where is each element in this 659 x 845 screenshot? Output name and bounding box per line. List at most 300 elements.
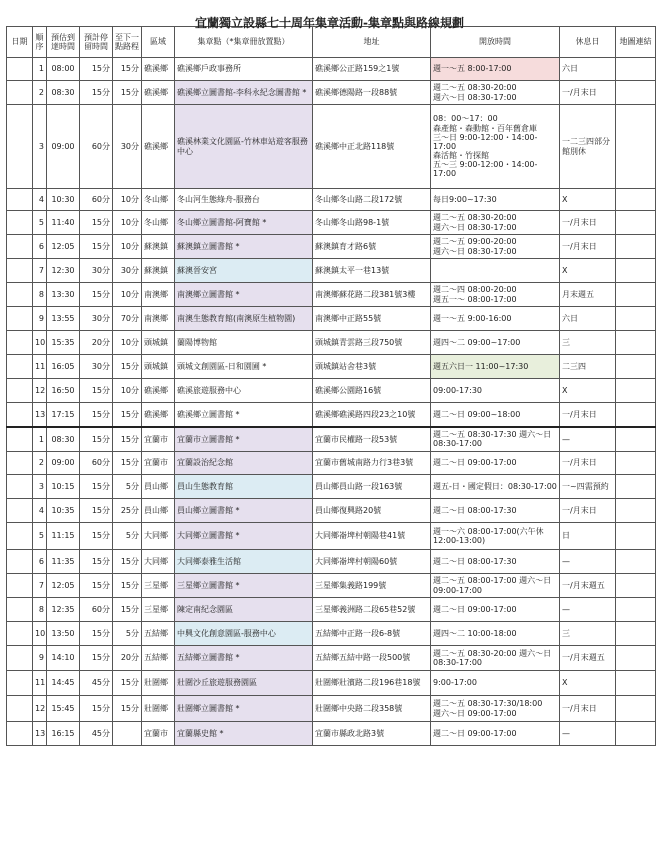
hours-cell: 週一～五 8:00-17:00 — [431, 58, 560, 81]
address-cell: 三星鄉集義路199號 — [313, 574, 431, 598]
spot-cell: 南澳鄉立圖書館 * — [175, 283, 313, 307]
hours-cell: 週二～日 09:00~18:00 — [431, 403, 560, 427]
stay-cell: 15分 — [80, 379, 113, 403]
seq-cell: 5 — [33, 211, 47, 235]
seq-cell: 2 — [33, 452, 47, 475]
spot-cell: 壯圍沙丘旅遊服務園區 — [175, 671, 313, 696]
arrive-cell: 08:30 — [47, 81, 80, 105]
next-cell: 15分 — [113, 598, 142, 622]
date-cell — [7, 499, 33, 523]
table-row — [7, 259, 656, 283]
spot-cell: 蘇澳晉安宮 — [175, 259, 313, 283]
stay-cell: 15分 — [80, 523, 113, 550]
stay-cell: 15分 — [80, 696, 113, 722]
hours-cell: 週二～日 09:00-17:00 — [431, 452, 560, 475]
stay-cell: 15分 — [80, 58, 113, 81]
date-cell — [7, 81, 33, 105]
date-cell — [7, 646, 33, 671]
area-cell: 南澳鄉 — [142, 307, 175, 331]
date-cell — [7, 427, 33, 452]
next-cell: 10分 — [113, 189, 142, 211]
next-cell: 10分 — [113, 235, 142, 259]
spot-cell: 冬山河生態綠舟-服務台 — [175, 189, 313, 211]
next-cell: 10分 — [113, 283, 142, 307]
col-address: 地址 — [313, 27, 431, 58]
address-cell: 冬山鄉冬山路二段172號 — [313, 189, 431, 211]
arrive-cell: 11:35 — [47, 550, 80, 574]
table-header-row — [7, 27, 656, 58]
map-cell — [616, 646, 656, 671]
seq-cell: 8 — [33, 598, 47, 622]
map-cell — [616, 189, 656, 211]
col-hours: 開放時間 — [431, 27, 560, 58]
seq-cell: 5 — [33, 523, 47, 550]
area-cell: 頭城鎮 — [142, 331, 175, 355]
closed-cell: X — [560, 379, 616, 403]
next-cell: 10分 — [113, 211, 142, 235]
next-cell: 15分 — [113, 355, 142, 379]
map-cell — [616, 499, 656, 523]
map-cell — [616, 58, 656, 81]
map-cell — [616, 523, 656, 550]
seq-cell: 4 — [33, 499, 47, 523]
arrive-cell: 10:35 — [47, 499, 80, 523]
table-row — [7, 523, 656, 550]
map-cell — [616, 475, 656, 499]
table-row — [7, 58, 656, 81]
stay-cell: 15分 — [80, 550, 113, 574]
map-cell — [616, 598, 656, 622]
seq-cell: 11 — [33, 671, 47, 696]
map-cell — [616, 622, 656, 646]
table-row — [7, 403, 656, 427]
spot-cell: 陳定南紀念園區 — [175, 598, 313, 622]
next-cell: 10分 — [113, 331, 142, 355]
arrive-cell: 09:00 — [47, 452, 80, 475]
spot-cell: 礁溪林業文化園區-竹林車站遊客服務中心 — [175, 105, 313, 189]
address-cell: 礁溪鄉礁溪路四段23之10號 — [313, 403, 431, 427]
stay-cell: 15分 — [80, 283, 113, 307]
seq-cell: 11 — [33, 355, 47, 379]
area-cell: 三星鄉 — [142, 574, 175, 598]
stay-cell: 60分 — [80, 452, 113, 475]
address-cell: 大同鄉崙埤村朝陽巷41號 — [313, 523, 431, 550]
seq-cell: 6 — [33, 235, 47, 259]
seq-cell: 13 — [33, 722, 47, 746]
date-cell — [7, 58, 33, 81]
closed-cell: 三 — [560, 331, 616, 355]
stay-cell: 15分 — [80, 81, 113, 105]
arrive-cell: 12:05 — [47, 235, 80, 259]
hours-cell: 週四～二 09:00~17:00 — [431, 331, 560, 355]
seq-cell: 4 — [33, 189, 47, 211]
stay-cell: 30分 — [80, 355, 113, 379]
address-cell: 員山鄉員山路一段163號 — [313, 475, 431, 499]
arrive-cell: 12:05 — [47, 574, 80, 598]
hours-cell: 週二～五 08:30-17:30 週六～日 08:30-17:00 — [431, 427, 560, 452]
address-cell: 蘇澳鎮太平一巷13號 — [313, 259, 431, 283]
closed-cell: — — [560, 550, 616, 574]
address-cell: 冬山鄉冬山路98-1號 — [313, 211, 431, 235]
spot-cell: 礁溪旅遊服務中心 — [175, 379, 313, 403]
area-cell: 壯圍鄉 — [142, 671, 175, 696]
hours-cell: 週五-日・國定假日：08:30-17:00 — [431, 475, 560, 499]
hours-cell: 週五六日一 11:00~17:30 — [431, 355, 560, 379]
address-cell: 礁溪鄉中正北路118號 — [313, 105, 431, 189]
date-cell — [7, 331, 33, 355]
next-cell: 15分 — [113, 671, 142, 696]
col-area: 區域 — [142, 27, 175, 58]
next-cell: 15分 — [113, 403, 142, 427]
arrive-cell: 08:00 — [47, 58, 80, 81]
seq-cell: 12 — [33, 379, 47, 403]
arrive-cell: 08:30 — [47, 427, 80, 452]
area-cell: 大同鄉 — [142, 550, 175, 574]
spot-cell: 宜蘭設治紀念館 — [175, 452, 313, 475]
address-cell: 礁溪鄉公園路16號 — [313, 379, 431, 403]
hours-cell: 週二～五 08:30-20:00 週六～日 08:30-17:00 — [431, 81, 560, 105]
stay-cell: 15分 — [80, 574, 113, 598]
seq-cell: 12 — [33, 696, 47, 722]
col-map: 地圖連結 — [616, 27, 656, 58]
table-row — [7, 722, 656, 746]
date-cell — [7, 696, 33, 722]
area-cell: 冬山鄉 — [142, 189, 175, 211]
stay-cell: 60分 — [80, 105, 113, 189]
spot-cell: 大同鄉泰雅生活館 — [175, 550, 313, 574]
table-row — [7, 331, 656, 355]
address-cell: 五結鄉中正路一段6-8號 — [313, 622, 431, 646]
seq-cell: 10 — [33, 331, 47, 355]
arrive-cell: 09:00 — [47, 105, 80, 189]
col-closed: 休息日 — [560, 27, 616, 58]
hours-cell: 週一～六 08:00-17:00(六午休12:00-13:00) — [431, 523, 560, 550]
seq-cell: 8 — [33, 283, 47, 307]
table-row — [7, 598, 656, 622]
date-cell — [7, 235, 33, 259]
spot-cell: 蘭陽博物館 — [175, 331, 313, 355]
area-cell: 大同鄉 — [142, 523, 175, 550]
spot-cell: 五結鄉立圖書館 * — [175, 646, 313, 671]
hours-cell: 週二～五 09:00-20:00 週六～日 08:30-17:00 — [431, 235, 560, 259]
closed-cell: 二三四 — [560, 355, 616, 379]
date-cell — [7, 598, 33, 622]
next-cell: 5分 — [113, 475, 142, 499]
table-row — [7, 574, 656, 598]
seq-cell: 10 — [33, 622, 47, 646]
spot-cell: 中興文化創意園區-服務中心 — [175, 622, 313, 646]
area-cell: 宜蘭市 — [142, 722, 175, 746]
closed-cell: 六日 — [560, 58, 616, 81]
date-cell — [7, 403, 33, 427]
seq-cell: 3 — [33, 475, 47, 499]
address-cell: 蘇澳鎮育才路6號 — [313, 235, 431, 259]
date-cell — [7, 307, 33, 331]
map-cell — [616, 722, 656, 746]
col-arrive: 預估到達時間 — [47, 27, 80, 58]
table-row — [7, 235, 656, 259]
hours-cell: 週二～五 08:30-20:00 週六～日 08:30-17:00 — [431, 646, 560, 671]
seq-cell: 7 — [33, 259, 47, 283]
map-cell — [616, 355, 656, 379]
closed-cell: — — [560, 427, 616, 452]
date-cell — [7, 189, 33, 211]
table-row — [7, 355, 656, 379]
area-cell: 礁溪鄉 — [142, 379, 175, 403]
hours-cell: 週二～五 08:30-20:00 週六～日 08:30-17:00 — [431, 211, 560, 235]
map-cell — [616, 403, 656, 427]
address-cell: 宜蘭市民權路一段53號 — [313, 427, 431, 452]
date-cell — [7, 475, 33, 499]
hours-cell: 週二～日 09:00-17:00 — [431, 722, 560, 746]
arrive-cell: 13:50 — [47, 622, 80, 646]
seq-cell: 1 — [33, 58, 47, 81]
area-cell: 南澳鄉 — [142, 283, 175, 307]
map-cell — [616, 671, 656, 696]
hours-cell: 週二～日 09:00-17:00 — [431, 598, 560, 622]
col-spot: 集章點（*集章冊放置點） — [175, 27, 313, 58]
hours-cell: 週二～五 08:30-17:30/18:00 週六～日 09:00-17:00 — [431, 696, 560, 722]
next-cell: 15分 — [113, 550, 142, 574]
area-cell: 員山鄉 — [142, 475, 175, 499]
next-cell — [113, 722, 142, 746]
closed-cell: 一/月末日 — [560, 499, 616, 523]
closed-cell: 一/月末日 — [560, 452, 616, 475]
hours-cell: 週二～五 08:00-17:00 週六～日 09:00-17:00 — [431, 574, 560, 598]
hours-cell: 週四～二 10:00-18:00 — [431, 622, 560, 646]
stay-cell: 15分 — [80, 622, 113, 646]
closed-cell: 一/月末週五 — [560, 574, 616, 598]
spot-cell: 冬山鄉立圖書館-阿寶館 * — [175, 211, 313, 235]
area-cell: 宜蘭市 — [142, 452, 175, 475]
address-cell: 三星鄉義洲路二段65巷52號 — [313, 598, 431, 622]
seq-cell: 9 — [33, 307, 47, 331]
spot-cell: 礁溪鄉立圖書館 * — [175, 403, 313, 427]
table-row — [7, 696, 656, 722]
closed-cell: X — [560, 671, 616, 696]
arrive-cell: 13:30 — [47, 283, 80, 307]
stay-cell: 15分 — [80, 475, 113, 499]
table-row — [7, 189, 656, 211]
table-row — [7, 475, 656, 499]
address-cell: 宜蘭市縣政北路3號 — [313, 722, 431, 746]
spot-cell: 宜蘭市立圖書館 * — [175, 427, 313, 452]
arrive-cell: 15:35 — [47, 331, 80, 355]
col-stay: 預計停留時間 — [80, 27, 113, 58]
arrive-cell: 14:45 — [47, 671, 80, 696]
closed-cell: X — [560, 259, 616, 283]
area-cell: 礁溪鄉 — [142, 403, 175, 427]
arrive-cell: 12:35 — [47, 598, 80, 622]
map-cell — [616, 379, 656, 403]
stay-cell: 15分 — [80, 211, 113, 235]
col-date: 日期 — [7, 27, 33, 58]
address-cell: 頭城鎮青雲路三段750號 — [313, 331, 431, 355]
arrive-cell: 15:45 — [47, 696, 80, 722]
stay-cell: 20分 — [80, 331, 113, 355]
arrive-cell: 17:15 — [47, 403, 80, 427]
address-cell: 大同鄉崙埤村朝陽60號 — [313, 550, 431, 574]
date-cell — [7, 722, 33, 746]
spot-cell: 大同鄉立圖書館 * — [175, 523, 313, 550]
stay-cell: 30分 — [80, 259, 113, 283]
map-cell — [616, 427, 656, 452]
closed-cell: — — [560, 722, 616, 746]
hours-cell: 08：00～17：00 森產館・森動館・百年舊倉庫 三～日 9:00-12:00・14:00-17:00 森活館・竹探館 五～三 9:00-12:00・14:00-17:00 — [431, 105, 560, 189]
address-cell: 員山鄉復興路20號 — [313, 499, 431, 523]
spot-cell: 員山鄉立圖書館 * — [175, 499, 313, 523]
date-cell — [7, 550, 33, 574]
address-cell: 南澳鄉中正路55號 — [313, 307, 431, 331]
closed-cell: — — [560, 598, 616, 622]
area-cell: 礁溪鄉 — [142, 105, 175, 189]
next-cell: 5分 — [113, 523, 142, 550]
map-cell — [616, 81, 656, 105]
hours-cell: 週二～日 08:00-17:30 — [431, 499, 560, 523]
col-seq: 順序 — [33, 27, 47, 58]
arrive-cell: 10:30 — [47, 189, 80, 211]
table-row — [7, 211, 656, 235]
seq-cell: 3 — [33, 105, 47, 189]
date-cell — [7, 671, 33, 696]
table-row — [7, 452, 656, 475]
next-cell: 5分 — [113, 622, 142, 646]
seq-cell: 7 — [33, 574, 47, 598]
map-cell — [616, 283, 656, 307]
date-cell — [7, 574, 33, 598]
stay-cell: 15分 — [80, 235, 113, 259]
address-cell: 五結鄉五結中路一段500號 — [313, 646, 431, 671]
closed-cell: 一/月末週五 — [560, 646, 616, 671]
table-row — [7, 379, 656, 403]
stay-cell: 45分 — [80, 671, 113, 696]
seq-cell: 13 — [33, 403, 47, 427]
table-row — [7, 81, 656, 105]
date-cell — [7, 105, 33, 189]
closed-cell: 三 — [560, 622, 616, 646]
closed-cell: 一/月末日 — [560, 211, 616, 235]
map-cell — [616, 235, 656, 259]
seq-cell: 9 — [33, 646, 47, 671]
area-cell: 五結鄉 — [142, 622, 175, 646]
arrive-cell: 16:05 — [47, 355, 80, 379]
area-cell: 壯圍鄉 — [142, 696, 175, 722]
closed-cell: X — [560, 189, 616, 211]
date-cell — [7, 211, 33, 235]
seq-cell: 6 — [33, 550, 47, 574]
spot-cell: 頭城文創園區-日和園圃 * — [175, 355, 313, 379]
spot-cell: 蘇澳鎮立圖書館 * — [175, 235, 313, 259]
area-cell: 員山鄉 — [142, 499, 175, 523]
closed-cell: 一/月末日 — [560, 696, 616, 722]
stay-cell: 45分 — [80, 722, 113, 746]
next-cell: 15分 — [113, 452, 142, 475]
stay-cell: 15分 — [80, 427, 113, 452]
hours-cell: 週二～日 08:00-17:30 — [431, 550, 560, 574]
closed-cell: 日 — [560, 523, 616, 550]
table-row — [7, 307, 656, 331]
spot-cell: 員山生態教育館 — [175, 475, 313, 499]
closed-cell: 一~四需預約 — [560, 475, 616, 499]
table-row — [7, 427, 656, 452]
map-cell — [616, 105, 656, 189]
closed-cell: 一/月末日 — [560, 403, 616, 427]
address-cell: 宜蘭市舊城南路力行3巷3號 — [313, 452, 431, 475]
col-next: 至下一點路程 — [113, 27, 142, 58]
hours-cell: 週一～五 9:00-16:00 — [431, 307, 560, 331]
hours-cell — [431, 259, 560, 283]
next-cell: 30分 — [113, 105, 142, 189]
area-cell: 冬山鄉 — [142, 211, 175, 235]
spot-cell: 宜蘭縣史館 * — [175, 722, 313, 746]
address-cell: 礁溪鄉公正路159之1號 — [313, 58, 431, 81]
spot-cell: 南澳生態教育館(南澳原生植物園) — [175, 307, 313, 331]
stay-cell: 15分 — [80, 403, 113, 427]
closed-cell: 一/月末日 — [560, 81, 616, 105]
spot-cell: 三星鄉立圖書館 * — [175, 574, 313, 598]
table-row — [7, 499, 656, 523]
map-cell — [616, 307, 656, 331]
arrive-cell: 10:15 — [47, 475, 80, 499]
arrive-cell: 11:15 — [47, 523, 80, 550]
date-cell — [7, 355, 33, 379]
arrive-cell: 11:40 — [47, 211, 80, 235]
spot-cell: 礁溪鄉立圖書館-李科永紀念圖書館 * — [175, 81, 313, 105]
stay-cell: 30分 — [80, 307, 113, 331]
page-title: 宜蘭獨立設縣七十周年集章活動-集章點與路線規劃 — [195, 16, 464, 30]
stay-cell: 15分 — [80, 499, 113, 523]
next-cell: 15分 — [113, 427, 142, 452]
map-cell — [616, 550, 656, 574]
stay-cell: 60分 — [80, 189, 113, 211]
table-row — [7, 105, 656, 189]
table-row — [7, 671, 656, 696]
next-cell: 15分 — [113, 696, 142, 722]
spot-cell: 壯圍鄉立圖書館 * — [175, 696, 313, 722]
area-cell: 礁溪鄉 — [142, 58, 175, 81]
map-cell — [616, 211, 656, 235]
next-cell: 10分 — [113, 379, 142, 403]
hours-cell: 週二～四 08:00-20:00 週五一～ 08:00-17:00 — [431, 283, 560, 307]
spot-cell: 礁溪鄉戶政事務所 — [175, 58, 313, 81]
seq-cell: 1 — [33, 427, 47, 452]
next-cell: 25分 — [113, 499, 142, 523]
area-cell: 蘇澳鎮 — [142, 235, 175, 259]
map-cell — [616, 696, 656, 722]
stay-cell: 60分 — [80, 598, 113, 622]
address-cell: 頭城鎮站舍巷3號 — [313, 355, 431, 379]
closed-cell: 一二三四部分館別休 — [560, 105, 616, 189]
area-cell: 三星鄉 — [142, 598, 175, 622]
address-cell: 礁溪鄉德陽路一段88號 — [313, 81, 431, 105]
arrive-cell: 12:30 — [47, 259, 80, 283]
date-cell — [7, 379, 33, 403]
table-row — [7, 550, 656, 574]
map-cell — [616, 574, 656, 598]
arrive-cell: 16:50 — [47, 379, 80, 403]
map-cell — [616, 259, 656, 283]
table-row — [7, 646, 656, 671]
date-cell — [7, 259, 33, 283]
address-cell: 壯圍鄉壯濱路二段196巷18號 — [313, 671, 431, 696]
map-cell — [616, 452, 656, 475]
closed-cell: 一/月末日 — [560, 235, 616, 259]
area-cell: 五結鄉 — [142, 646, 175, 671]
date-cell — [7, 452, 33, 475]
date-cell — [7, 523, 33, 550]
address-cell: 南澳鄉蘇花路二段381號3樓 — [313, 283, 431, 307]
table-row — [7, 622, 656, 646]
